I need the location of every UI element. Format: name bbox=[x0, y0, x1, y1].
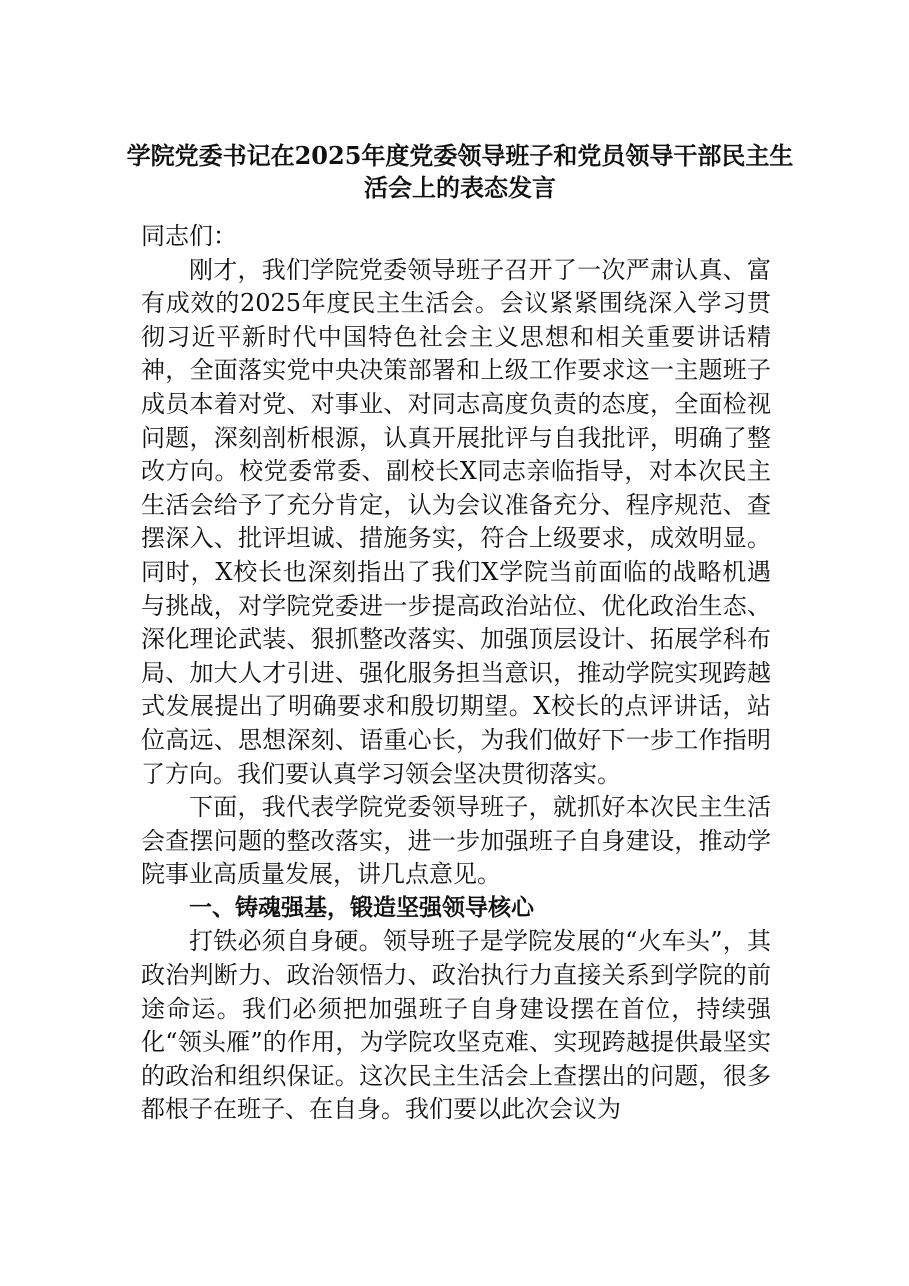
document-title: 学院党委书记在2025年度党委领导班子和党员领导干部民主生活会上的表态发言 bbox=[126, 141, 794, 202]
section-heading: 一、铸魂强基，锻造坚强领导核心 bbox=[189, 894, 534, 921]
salutation: 同志们： bbox=[141, 222, 237, 250]
paragraph-intro: 下面，我代表学院党委领导班子，就抓好本次民主生活会查摆问题的整改落实，进一步加强班子自身建设，推动学院事业高质量发展，讲几点意见。 bbox=[141, 793, 771, 889]
paragraph-section-1: 打铁必须自身硬。领导班子是学院发展的“火车头”，其政治判断力、政治领悟力、政治执行力直接关系到学院的前途命运。我们必须把加强班子自身建设摆在首位，持续强化“领头雁”的作用，为学院攻坚克难、实现跨越提供最坚实的政治和组织保证。这次民主生活会上查摆出的问题，很多都根子在班子、在自身。我们要以此次会议为 bbox=[141, 927, 771, 1124]
document-body bbox=[141, 220, 771, 1127]
paragraph-opening: 刚才，我们学院党委领导班子召开了一次严肃认真、富有成效的2025年度民主生活会。会议紧紧围绕深入学习贯彻习近平新时代中国特色社会主义思想和相关重要讲话精神，全面落实党中央决策部署和上级工作要求这一主题班子成员本着对党、对事业、对同志高度负责的态度，全面检视问题，深刻剖析根源，认真开展批评与自我批评，明确了整改方向。校党委常委、副校长X同志亲临指导，对本次民主生活会给予了充分肯定，认为会议准备充分、程序规范、查摆深入、批评坦诚、措施务实，符合上级要求，成效明显。同时，X校长也深刻指出了我们X学院当前面临的战略机遇与挑战，对学院党委进一步提高政治站位、优化政治生态、深化理论武装、狠抓整改落实、加强顶层设计、拓展学科布局、加大人才引进、强化服务担当意识，推动学院实现跨越式发展提出了明确要求和殷切期望。X校长的点评讲话，站位高远、思想深刻、语重心长，为我们做好下一步工作指明了方向。我们要认真学习领会坚决贯彻落实。 bbox=[141, 255, 771, 788]
